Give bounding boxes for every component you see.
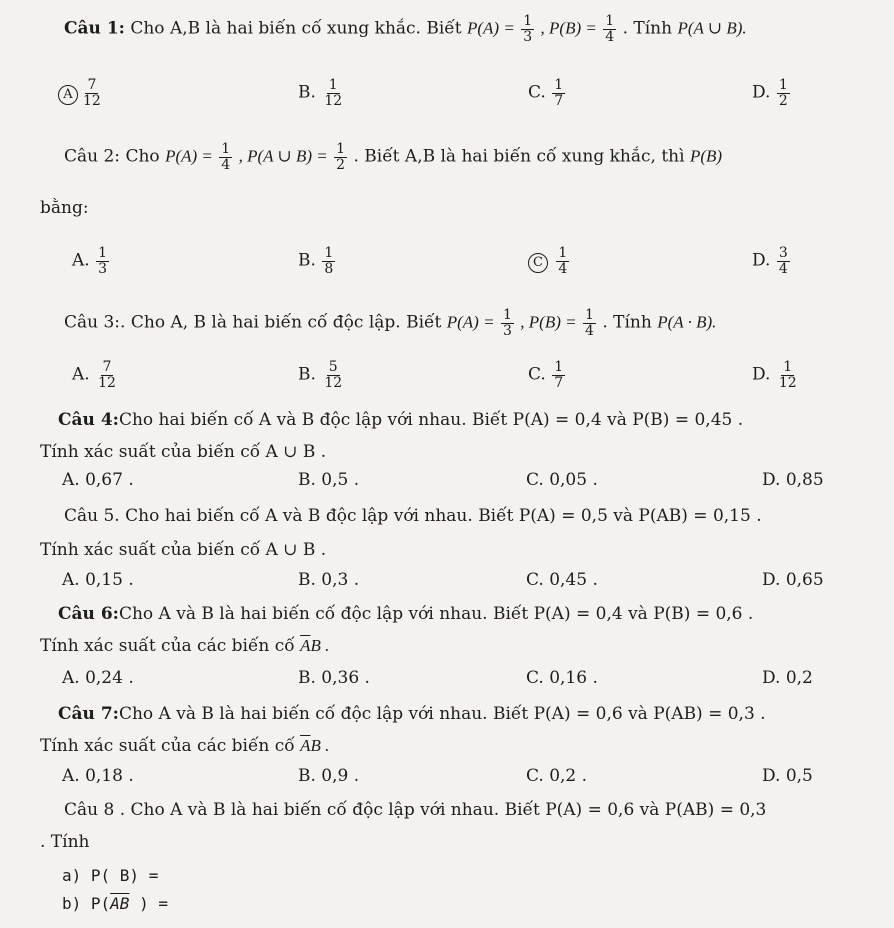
q1-option-b[interactable]: B. $\frac{1}{12}$ [298,77,343,109]
q8-label: Câu 8 . [64,800,126,820]
q7-option-d[interactable]: D. 0,5 [762,766,813,786]
q2-label: Câu 2: [64,146,121,167]
q4-option-d[interactable]: D. 0,85 [762,470,824,490]
q6-option-a[interactable]: A. 0,24 . [62,668,134,688]
q4-statement [58,410,743,430]
q8-text-a: Cho A và B là hai biến cố độc lập với nhau. Biết P(A) = 0,6 và P(AB) = 0,3 [130,800,767,820]
q5-text-a: Cho hai biến cố A và B độc lập với nhau. Biết P(A) = 0,5 và P(AB) = 0,15 . [125,506,762,526]
q6-option-b[interactable]: B. 0,36 . [298,668,370,688]
q3-text-b: . Tính [602,312,652,333]
q7-text-a: Cho A và B là hai biến cố độc lập với nhau. Biết P(A) = 0,6 và P(AB) = 0,3 . [118,704,766,724]
q3-label: Câu 3:. [64,312,126,333]
q3-option-a[interactable]: A. $\frac{7}{12}$ [72,359,116,391]
q2-pb: , P(A ∪ B) = [238,146,328,166]
q6-option-c[interactable]: C. 0,16 . [526,668,598,688]
q2-option-b[interactable]: B. $\frac{1}{8}$ [298,245,334,277]
q2-pa: P(A) = [165,146,213,166]
q4-text-b: Tính xác suất của biến cố A ∪ B . [40,442,327,462]
q4-option-a[interactable]: A. 0,67 . [62,470,134,490]
q3-option-d[interactable]: D. $\frac{1}{12}$ [752,359,797,391]
q8-part-b: b) $P(\overline{AB}$ ) = [62,894,168,913]
q7-option-c[interactable]: C. 0,2 . [526,766,588,786]
q2-statement [64,142,722,172]
q5-text-b: Tính xác suất của biến cố A ∪ B . [40,540,327,560]
q2-text-b: . Biết A,B là hai biến cố xung khắc, thì [353,146,685,167]
q3-target: P(A · B). [657,312,717,332]
q7-text-b: Tính xác suất của các biến cố $\overline{A}B$ . [40,736,330,756]
q5-option-c[interactable]: C. 0,45 . [526,570,598,590]
q2-frac-2: $\frac{1}{2}$ [336,141,346,173]
q4-text-a: Cho hai biến cố A và B độc lập với nhau. Biết P(A) = 0,4 và P(B) = 0,45 . [118,410,744,430]
q3-text-a: Cho A, B là hai biến cố độc lập. Biết [130,312,442,333]
q6-option-d[interactable]: D. 0,2 [762,668,813,688]
q1-frac-1: $\frac{1}{3}$ [523,13,533,45]
q6-text-a: Cho A và B là hai biến cố độc lập với nhau. Biết P(A) = 0,4 và P(B) = 0,6 . [118,604,754,624]
q4-option-c[interactable]: C. 0,05 . [526,470,598,490]
q3-option-b[interactable]: B. $\frac{5}{12}$ [298,359,343,391]
q1-option-d[interactable]: D. $\frac{1}{2}$ [752,77,788,109]
q3-pa: P(A) = [446,312,495,332]
q1-pa: P(A) = [466,18,515,38]
q7-label: Câu 7: [58,704,119,724]
q2-text-a: Cho [125,146,160,167]
q5-option-b[interactable]: B. 0,3 . [298,570,360,590]
q7-statement [58,704,766,724]
q5-option-d[interactable]: D. 0,65 [762,570,824,590]
q5-statement [64,506,762,526]
q4-label: Câu 4: [58,410,119,430]
q2-frac-1: $\frac{1}{4}$ [221,141,231,173]
q1-label: Câu 1: [64,18,125,39]
q3-frac-1: $\frac{1}{3}$ [502,307,512,339]
q5-option-a[interactable]: A. 0,15 . [62,570,134,590]
q4-option-b[interactable]: B. 0,5 . [298,470,360,490]
q1-option-c[interactable]: C. $\frac{1}{7}$ [528,77,564,109]
q1-pb: , P(B) = [540,18,597,38]
q1-target: P(A ∪ B). [677,18,747,38]
q1-frac-2: $\frac{1}{4}$ [605,13,615,45]
q1-text-b: . Tính [622,18,673,39]
q7-option-a[interactable]: A. 0,18 . [62,766,134,786]
q1-statement [64,14,747,44]
q6-statement [58,604,753,624]
q5-label: Câu 5. [64,506,120,526]
q8-part-a: a) P( B) = [62,866,159,885]
q8-statement [64,800,766,820]
q2-option-d[interactable]: D. $\frac{3}{4}$ [752,245,788,277]
q2-target: P(B) [689,146,723,166]
q6-text-b: Tính xác suất của các biến cố $\overline{A}B$ . [40,636,330,656]
q8-text-b: . Tính [40,832,90,852]
q7-option-b[interactable]: B. 0,9 . [298,766,360,786]
q3-option-c[interactable]: C. $\frac{1}{7}$ [528,359,564,391]
q2-option-c[interactable]: C $\frac{1}{4}$ [528,246,570,276]
q3-pb: , P(B) = [520,312,577,332]
q1-text-a: Cho A,B là hai biến cố xung khắc. Biết [130,18,462,39]
q3-statement [64,308,716,338]
q2-option-a[interactable]: A. $\frac{1}{3}$ [72,245,108,277]
q3-frac-2: $\frac{1}{4}$ [585,307,594,339]
q6-label: Câu 6: [58,604,119,624]
q2-tail: bằng: [40,198,89,218]
q1-option-a[interactable]: A $\frac{7}{12}$ [58,78,104,108]
